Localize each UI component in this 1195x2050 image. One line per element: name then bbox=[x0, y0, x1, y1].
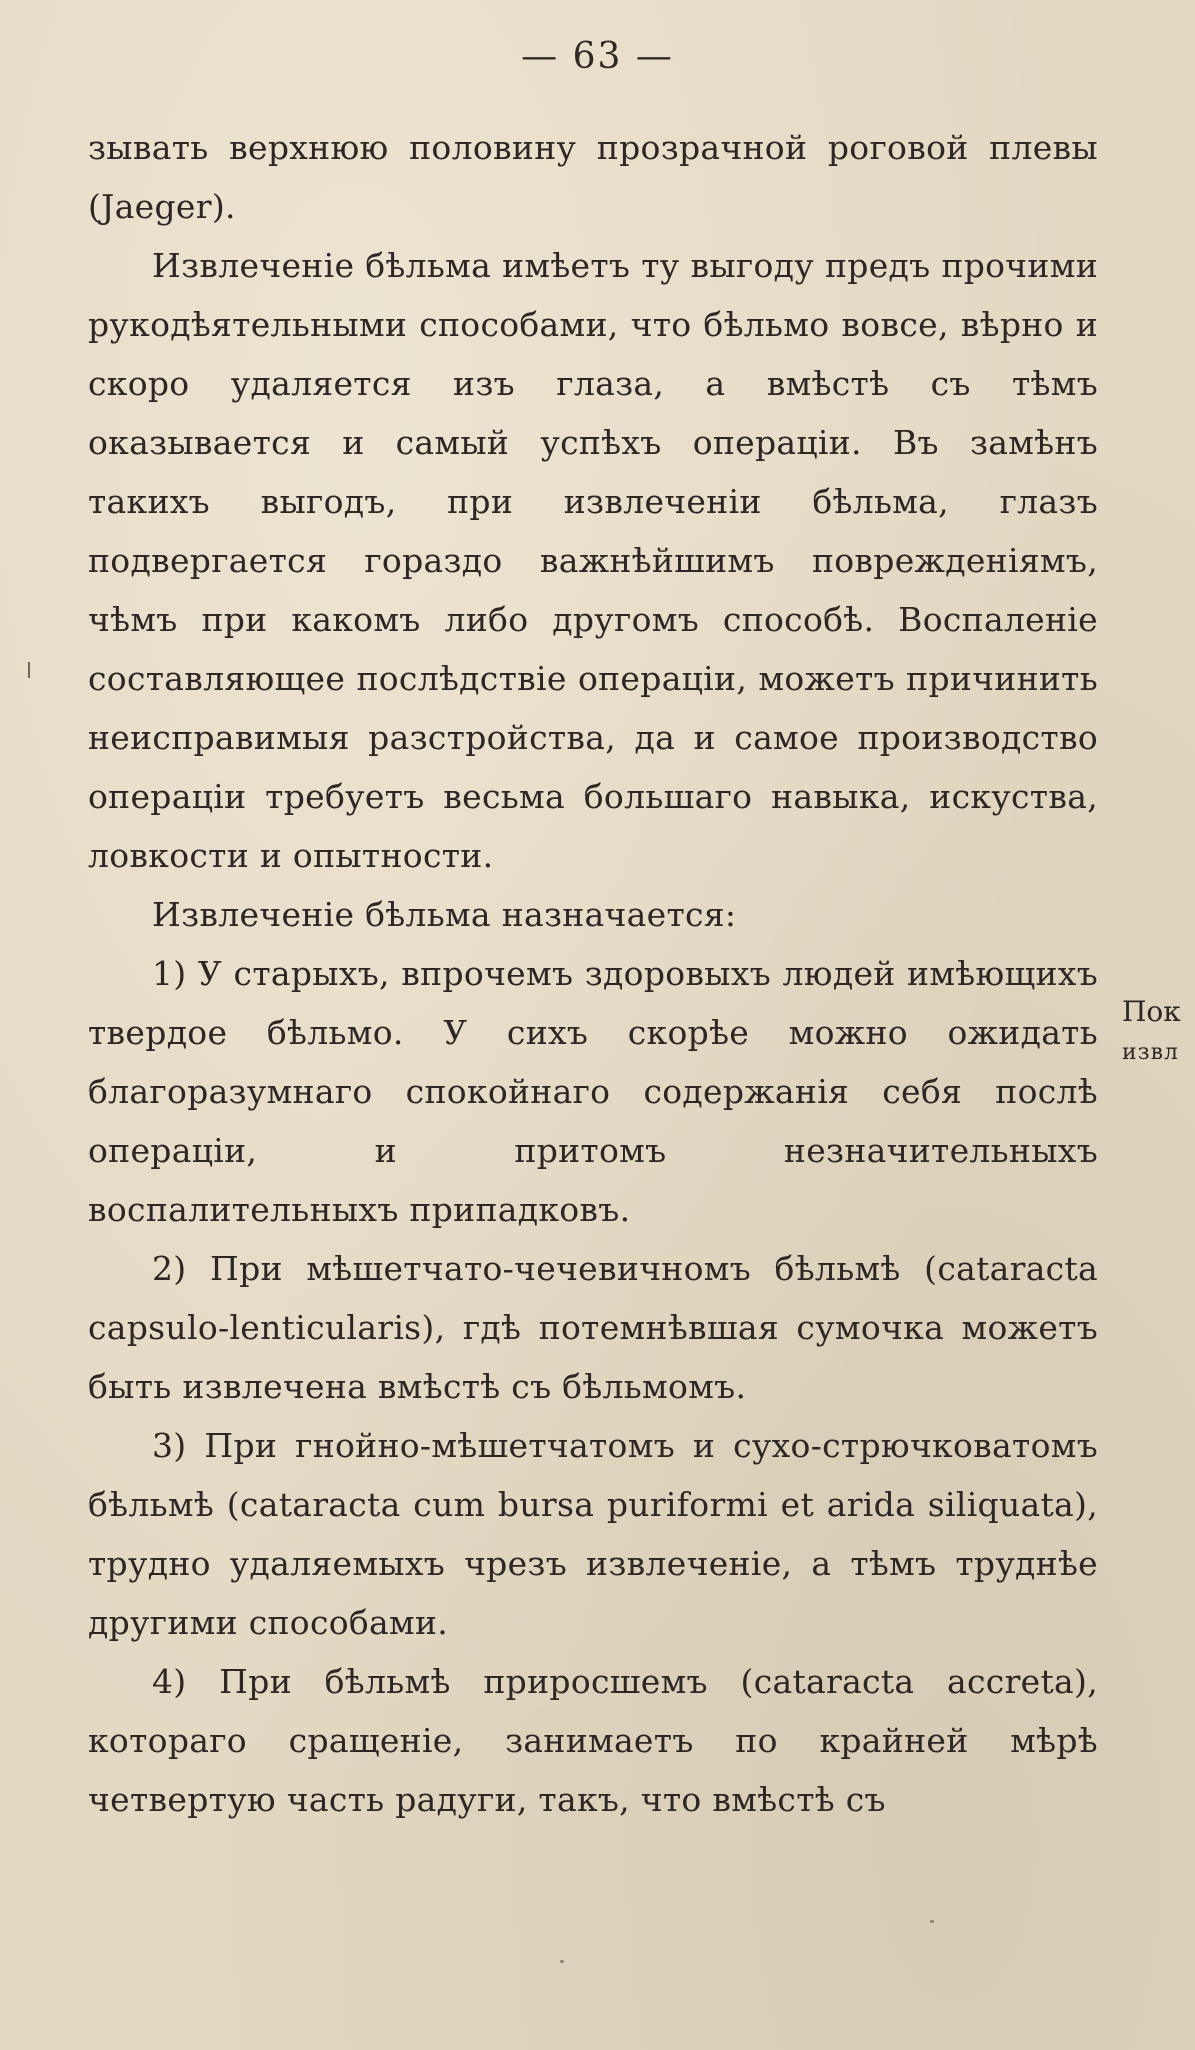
page-number: — 63 — bbox=[521, 36, 674, 77]
paragraph-indication-4: 4) При бѣльмѣ приросшемъ (cataracta accreta), котораго сращеніе, занимаетъ по крайней мѣрѣ четвертую часть радуги, такъ, что вмѣстѣ съ bbox=[88, 1662, 1098, 1819]
paragraph-indications-heading: Извлеченіе бѣльма назначается: bbox=[152, 895, 737, 934]
margin-note-line-2: извл bbox=[1122, 1040, 1180, 1065]
paragraph-extraction-advantages: Извлеченіе бѣльма имѣетъ ту выгоду предъ прочими рукодѣятельными способами, что бѣльмо вовсе, вѣрно и скоро удаляется изъ глаза, а вмѣстѣ съ тѣмъ оказывается и самый успѣхъ операціи. Въ замѣнъ такихъ выгодъ, при извлеченіи бѣльма, глазъ подвергается гораздо важнѣйшимъ поврежденіямъ, чѣмъ при какомъ либо другомъ способѣ. Воспаленіе составляющее послѣдствіе операціи, можетъ причинить неисправимыя разстройства, да и самое производство операціи требуетъ весьма большаго навыка, искуства, ловкости и опытности. bbox=[88, 246, 1098, 875]
body-text bbox=[88, 118, 1098, 1829]
paragraph-continuation: зывать верхнюю половину прозрачной роговой плевы (Jaeger). bbox=[88, 128, 1098, 226]
margin-note-line-1: Пок bbox=[1122, 995, 1181, 1028]
stray-ink-mark bbox=[28, 662, 30, 678]
paper-speck bbox=[930, 1920, 934, 1923]
paragraph-indication-2: 2) При мѣшетчато-чечевичномъ бѣльмѣ (cataracta capsulo-lenticularis), гдѣ потемнѣвшая сумочка можетъ быть извлечена вмѣстѣ съ бѣльмомъ. bbox=[88, 1249, 1098, 1406]
paragraph-indication-3: 3) При гнойно-мѣшетчатомъ и сухо-стрючковатомъ бѣльмѣ (cataracta cum bursa puriformi et arida siliquata), трудно удаляемыхъ чрезъ извлеченіе, а тѣмъ труднѣе другими способами. bbox=[88, 1426, 1098, 1642]
paragraph-indication-1: 1) У старыхъ, впрочемъ здоровыхъ людей имѣющихъ твердое бѣльмо. У сихъ скорѣе можно ожидать благоразумнаго спокойнаго содержанія себя послѣ операціи, и притомъ незначительныхъ воспалительныхъ припадковъ. bbox=[88, 954, 1098, 1229]
paper-speck bbox=[560, 1960, 564, 1963]
